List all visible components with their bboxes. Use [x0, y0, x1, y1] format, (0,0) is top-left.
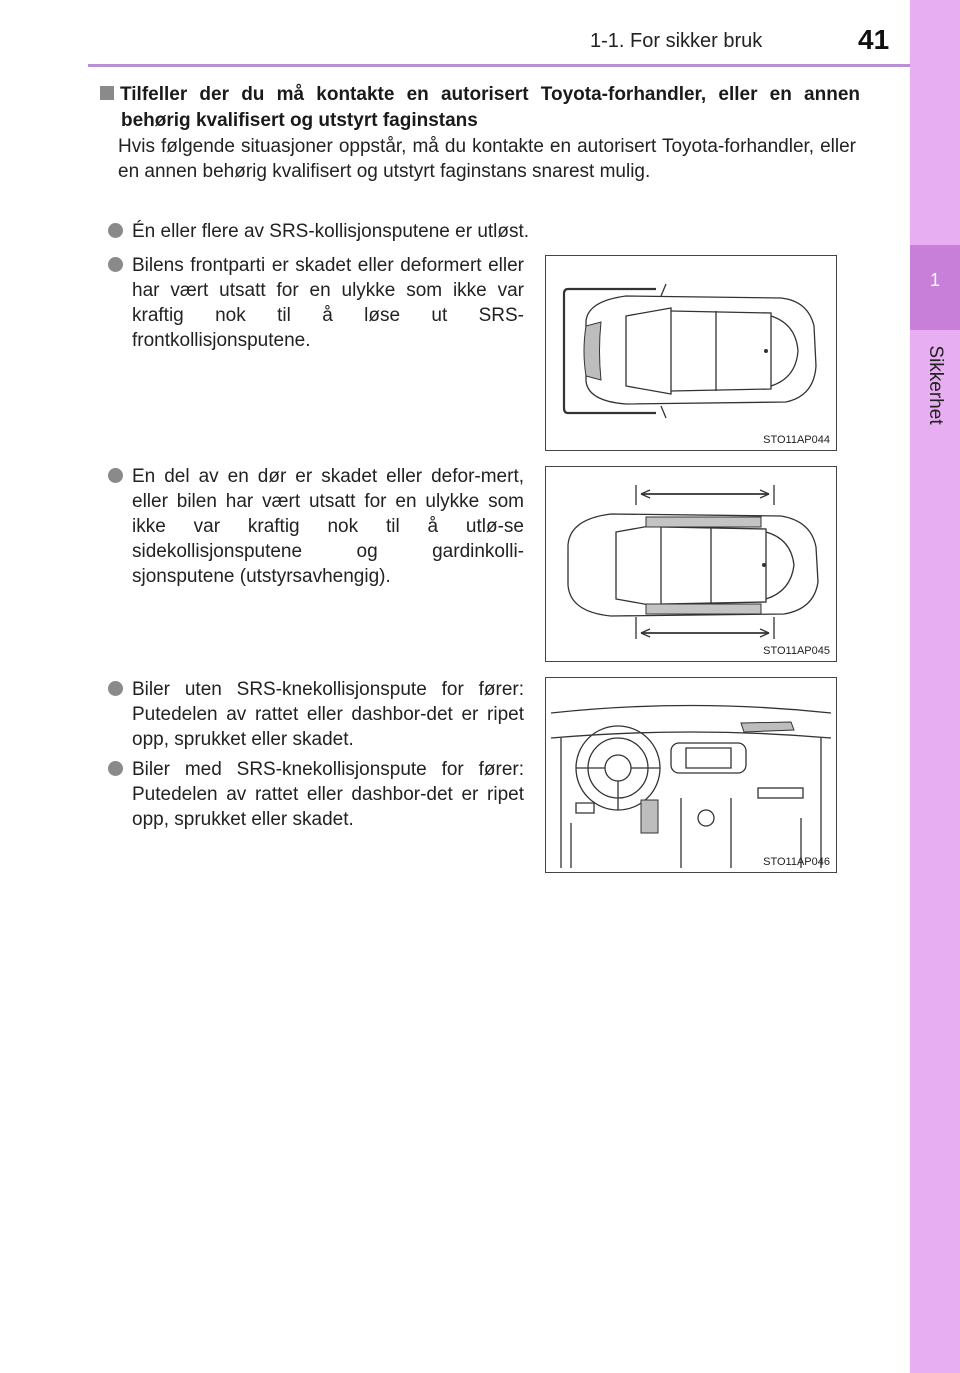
bullet-text: Biler uten SRS-knekollisjonspute for fører: Putedelen av rattet eller dashbor-det er ripet opp, sprukket eller skadet.	[132, 679, 524, 750]
bullet-item	[132, 253, 524, 353]
bullet-text: En del av en dør er skadet eller defor-mert, eller bilen har vært utsatt for en ulykke som ikke var kraftig nok til å utlø-se sidekollisjonsputene og gardinkolli-sjonsputene (utstyrsavhengig).	[132, 466, 524, 587]
intro-paragraph: Hvis følgende situasjoner oppstår, må du kontakte en autorisert Toyota-forhandler, eller en annen behørig kvalifisert og utstyrt faginstans snarest mulig.	[118, 136, 856, 182]
page-number: 41	[858, 24, 890, 55]
bullet-item	[132, 219, 872, 244]
chapter-number: 1	[929, 270, 940, 290]
figure-front-damage	[545, 255, 837, 451]
car-top-view-side-illustration	[546, 467, 836, 661]
bullet-dot-icon	[108, 761, 123, 776]
figure-code: STO11AP044	[763, 434, 830, 446]
section-heading	[100, 82, 860, 134]
bullet-text: Bilens frontparti er skadet eller deformert eller har vært utsatt for en ulykke som ikke var kraftig nok til å løse ut SRS-frontkollisjonsputene.	[132, 255, 524, 351]
figure-code: STO11AP045	[763, 645, 830, 657]
chapter-label: Sikkerhet	[925, 345, 946, 425]
figure-side-damage	[545, 466, 837, 662]
square-bullet-icon	[100, 86, 114, 100]
figure-code: STO11AP046	[763, 856, 830, 868]
chapter-side-tab	[910, 0, 960, 1373]
bullet-text: Biler med SRS-knekollisjonspute for fører: Putedelen av rattet eller dashbor-det er ripet opp, sprukket eller skadet.	[132, 759, 524, 830]
section-heading-text: Tilfeller der du må kontakte en autorisert Toyota-forhandler, eller en annen behørig kvalifisert og utstyrt faginstans	[120, 84, 860, 131]
car-top-view-front-illustration	[546, 256, 836, 450]
bullet-dot-icon	[108, 468, 123, 483]
dashboard-illustration	[546, 678, 836, 872]
bullet-dot-icon	[108, 681, 123, 696]
bullet-item	[132, 757, 524, 832]
bullet-dot-icon	[108, 257, 123, 272]
bullet-item	[132, 464, 524, 589]
running-header-title: 1-1. For sikker bruk	[590, 30, 763, 52]
bullet-item	[132, 677, 524, 752]
figure-dashboard	[545, 677, 837, 873]
header-divider	[88, 64, 910, 67]
bullet-text: Én eller flere av SRS-kollisjonsputene er utløst.	[132, 221, 530, 242]
bullet-dot-icon	[108, 223, 123, 238]
